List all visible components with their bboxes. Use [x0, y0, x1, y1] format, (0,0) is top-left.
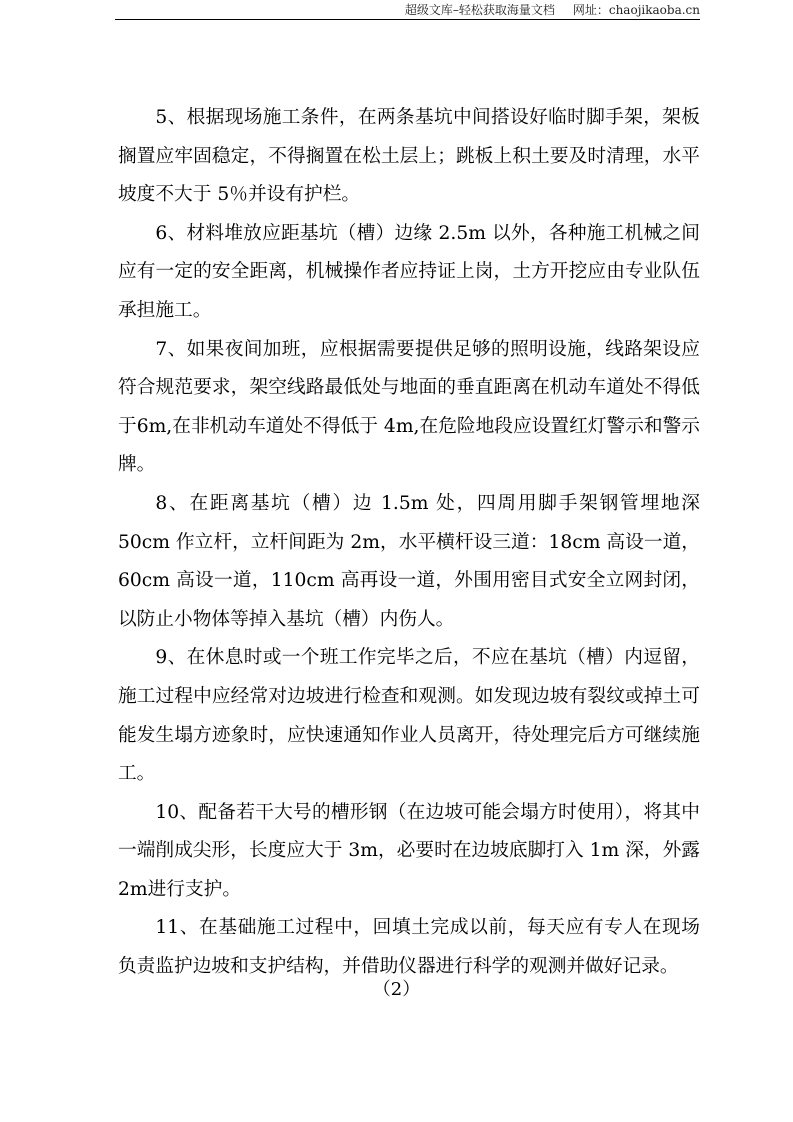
- header-site-name: 超级文库–轻松获取海量文档: [404, 3, 555, 17]
- paragraph-9: 9、在休息时或一个班工作完毕之后，不应在基坑（槽）内逗留，施工过程中应经常对边坡进行检查和观测。如发现边坡有裂纹或掉土可能发生塌方迹象时，应快速通知作业人员离开，待处理完后方可继续施工。: [118, 647, 700, 785]
- paragraph-7: 7、如果夜间加班，应根据需要提供足够的照明设施，线路架设应符合规范要求，架空线路最低处与地面的垂直距离在机动车道处不得低于6m,在非机动车道处不得低于 4m,在危险地段应设置红灯警示和警示牌。: [118, 338, 700, 476]
- paragraph-11: 11、在基础施工过程中，回填土完成以前，每天应有专人在现场负责监护边坡和支护结构，并借助仪器进行科学的观测并做好记录。: [118, 917, 700, 978]
- document-body: [118, 99, 700, 987]
- paragraph-8: 8、在距离基坑（槽）边 1.5m 处，四周用脚手架钢管埋地深 50cm 作立杆，立杆间距为 2m，水平横杆设三道：18cm 高设一道，60cm 高设一道，110cm 高再设一道，外围用密目式安全立网封闭，以防止小物体等掉入基坑（槽）内伤人。: [118, 492, 700, 630]
- page-number: （2）: [372, 979, 421, 1000]
- page-header: [115, 3, 700, 20]
- header-url: 网址：chaojikaoba.cn: [572, 3, 700, 17]
- paragraph-10: 10、配备若干大号的槽形钢（在边坡可能会塌方时使用），将其中一端削成尖形，长度应大于 3m，必要时在边坡底脚打入 1m 深，外露 2m进行支护。: [118, 801, 700, 900]
- paragraph-6: 6、材料堆放应距基坑（槽）边缘 2.5m 以外，各种施工机械之间应有一定的安全距离，机械操作者应持证上岗，土方开挖应由专业队伍承担施工。: [118, 222, 700, 321]
- paragraph-5: 5、根据现场施工条件，在两条基坑中间搭设好临时脚手架，架板搁置应牢固稳定，不得搁置在松土层上；跳板上积土要及时清理，水平坡度不大于 5％并设有护栏。: [118, 107, 700, 206]
